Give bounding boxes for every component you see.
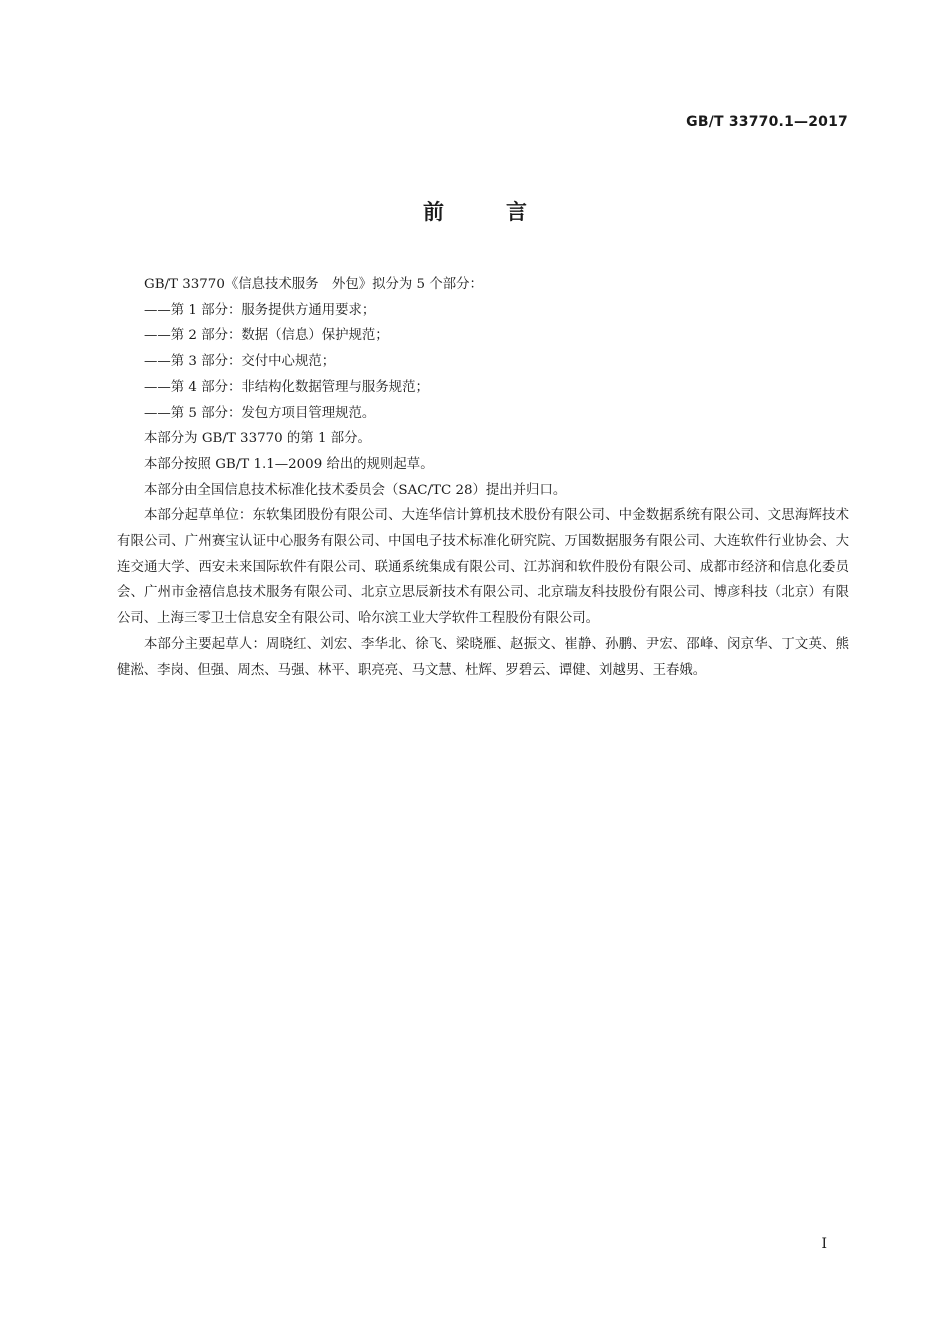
paragraph-proposer: 本部分由全国信息技术标准化技术委员会（SAC/TC 28）提出并归口。 — [144, 482, 567, 498]
list-item: ——第 2 部分：数据（信息）保护规范； — [144, 328, 389, 344]
paragraph-part-statement: 本部分为 GB/T 33770 的第 1 部分。 — [144, 431, 371, 447]
page-number: I — [821, 1236, 827, 1252]
page-title: 前言 — [423, 200, 589, 224]
list-item: ——第 5 部分：发包方项目管理规范。 — [144, 405, 376, 421]
paragraph-drafters: 本部分主要起草人：周晓红、刘宏、李华北、徐飞、梁晓雁、赵振文、崔静、孙鹏、尹宏、邵峰、闵京华、丁文英、熊健淞、李岗、但强、周杰、马强、林平、职亮亮、马文慧、杜辉、罗碧云、谭健、刘越男、王春娥。 — [117, 636, 849, 678]
list-item: ——第 4 部分：非结构化数据管理与服务规范； — [144, 379, 429, 395]
list-item: ——第 1 部分：服务提供方通用要求； — [144, 302, 376, 318]
paragraph-drafting-units: 本部分起草单位：东软集团股份有限公司、大连华信计算机技术股份有限公司、中金数据系统有限公司、文思海辉技术有限公司、广州赛宝认证中心服务有限公司、中国电子技术标准化研究院、万国数据服务有限公司、大连软件行业协会、大连交通大学、西安未来国际软件有限公司、联通系统集成有限公司、江苏润和软件股份有限公司、成都市经济和信息化委员会、广州市金禧信息技术服务有限公司、北京立思辰新技术有限公司、北京瑞友科技股份有限公司、博彦科技（北京）有限公司、上海三零卫士信息安全有限公司、哈尔滨工业大学软件工程股份有限公司。 — [117, 508, 849, 627]
document-code: GB/T 33770.1—2017 — [686, 114, 848, 130]
body-text — [117, 272, 849, 683]
paragraph-drafting-rules: 本部分按照 GB/T 1.1—2009 给出的规则起草。 — [144, 456, 434, 472]
paragraph-intro: GB/T 33770《信息技术服务 外包》拟分为 5 个部分： — [144, 277, 483, 292]
list-item: ——第 3 部分：交付中心规范； — [144, 354, 336, 370]
